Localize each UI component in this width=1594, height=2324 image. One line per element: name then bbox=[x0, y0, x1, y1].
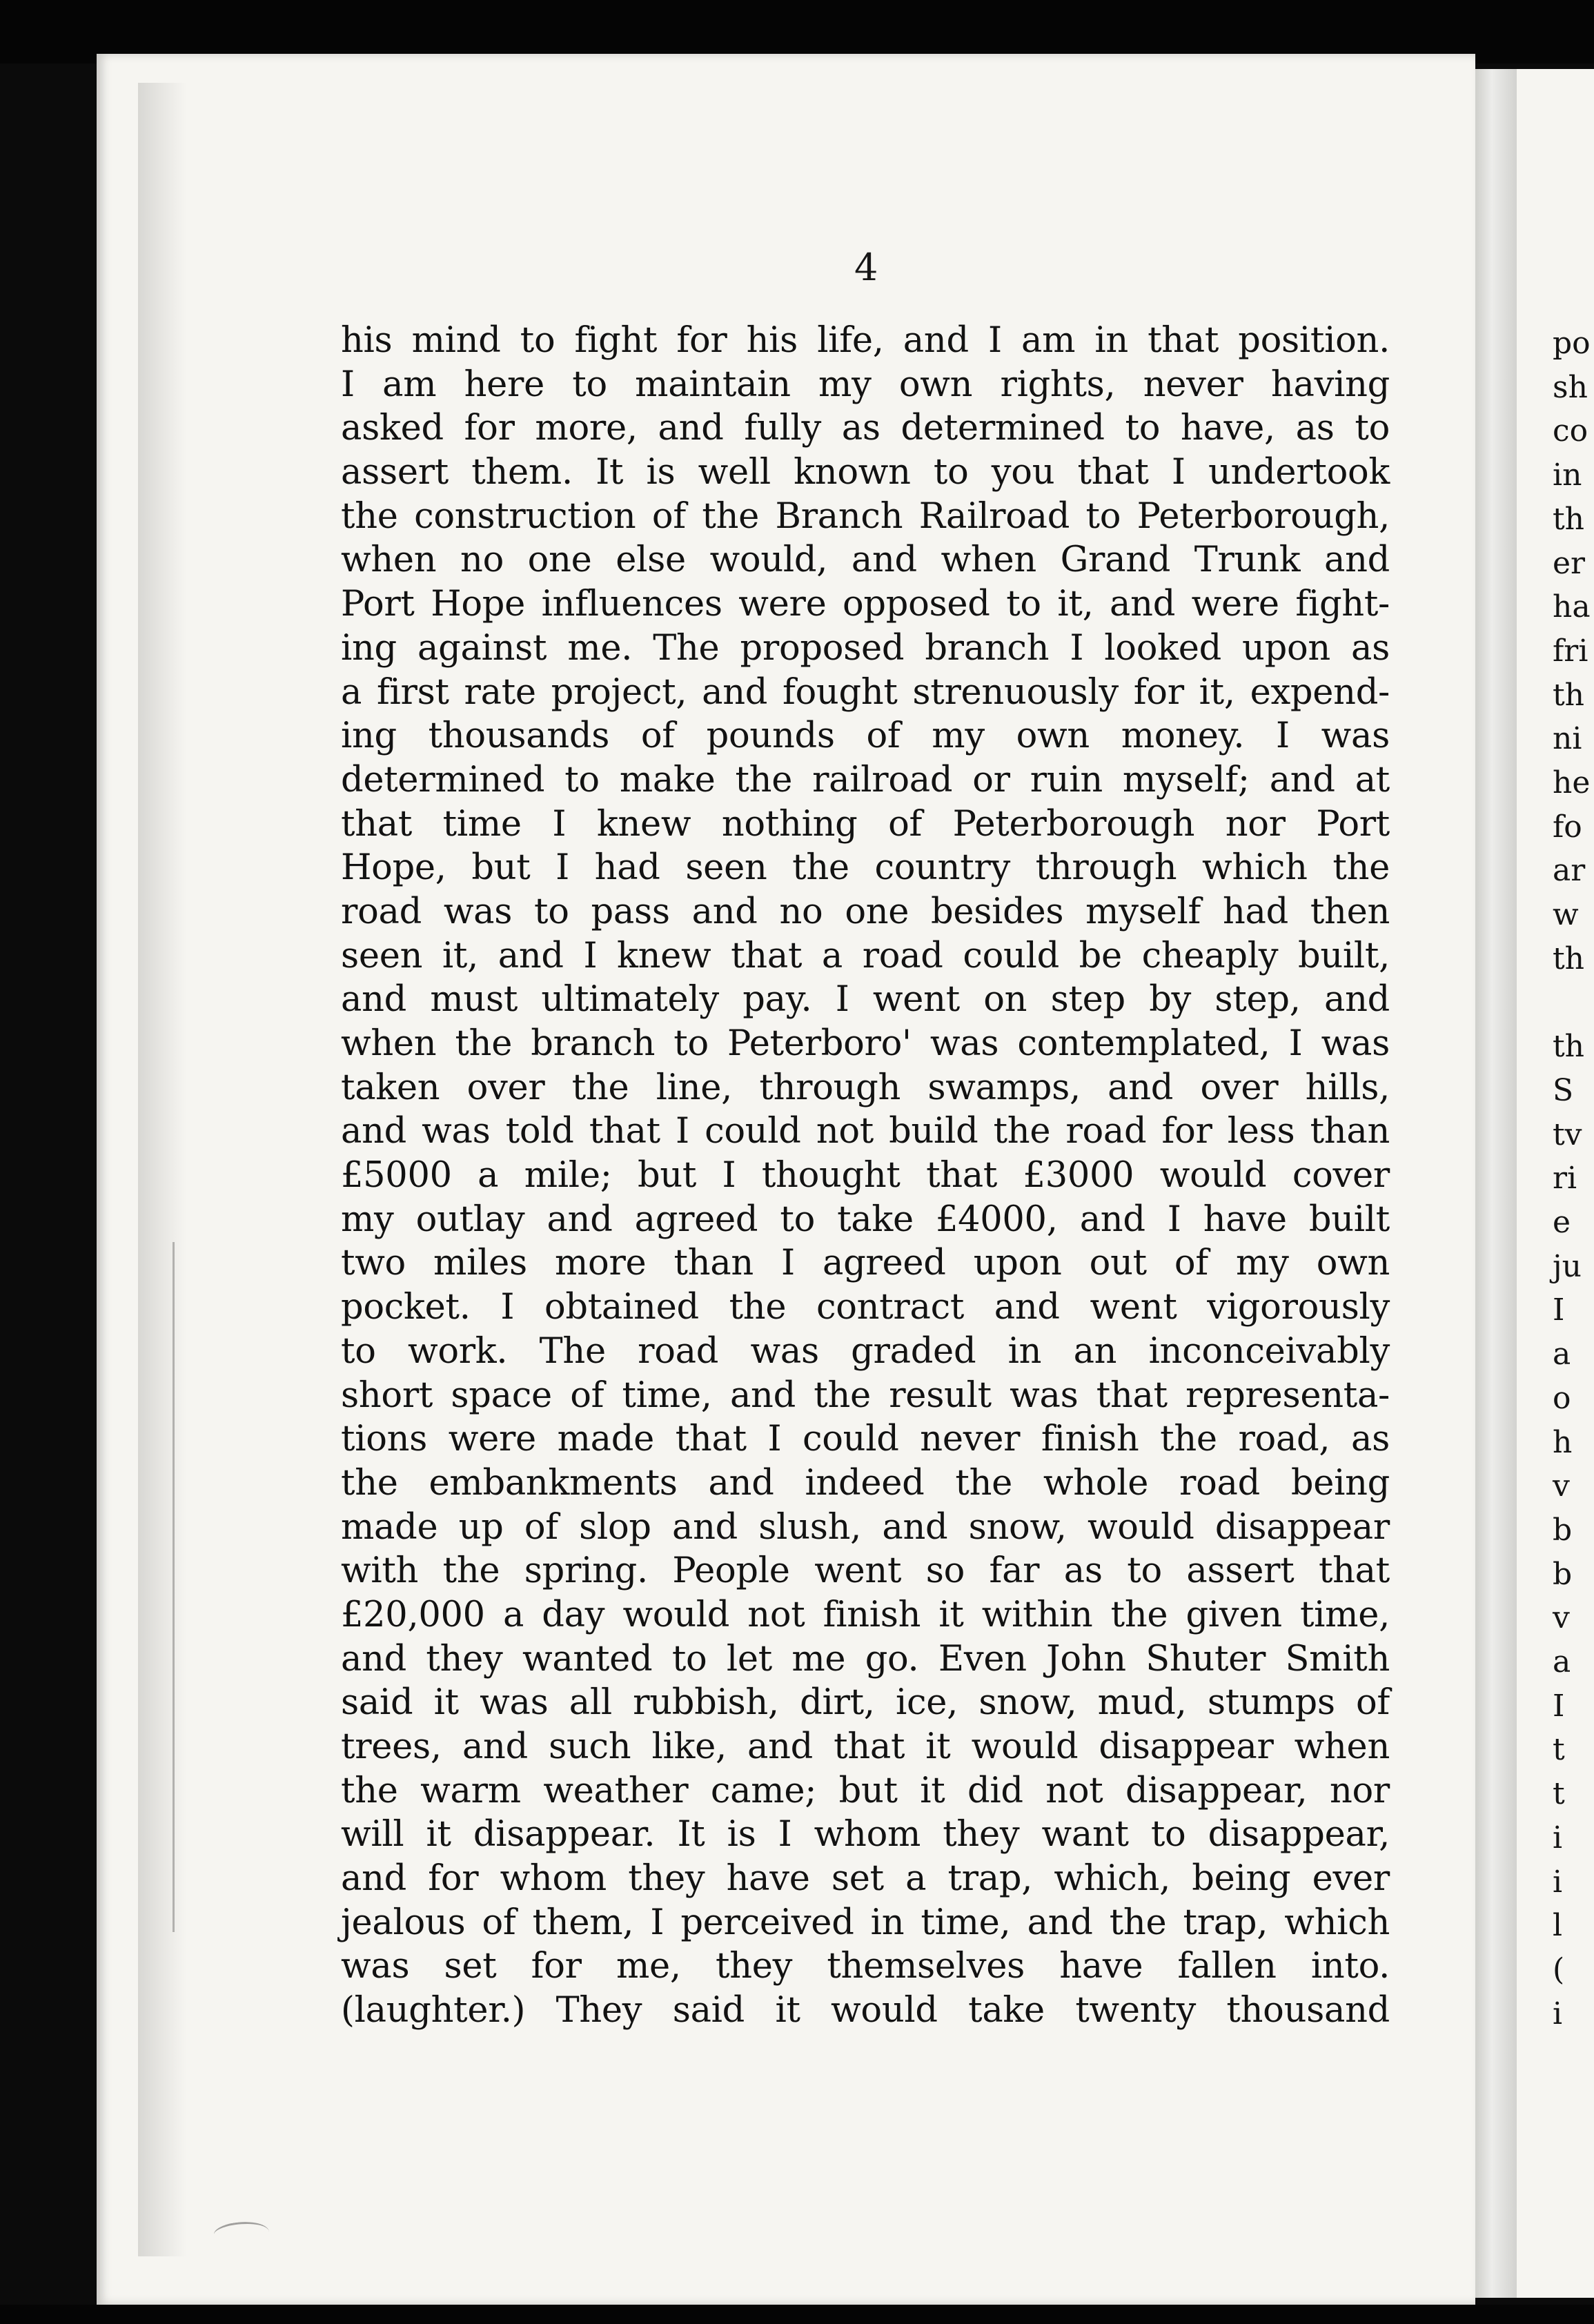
next-page-fragment: th bbox=[1553, 941, 1585, 976]
next-page-fragment: ju bbox=[1553, 1248, 1582, 1284]
text-line: tions were made that I could never finish the road, as bbox=[341, 1419, 1390, 1460]
text-line: asked for more, and fully as determined to have, as to bbox=[341, 408, 1390, 449]
next-page-fragment: th bbox=[1553, 677, 1585, 713]
next-page-fragment: h bbox=[1553, 1424, 1573, 1460]
text-line: taken over the line, through swamps, and over hills, bbox=[341, 1067, 1390, 1108]
text-line: was set for me, they themselves have fallen into. bbox=[341, 1946, 1390, 1987]
next-page-fragment: er bbox=[1553, 545, 1586, 581]
text-line: that time I knew nothing of Peterborough nor Port bbox=[341, 803, 1390, 845]
next-page-fragment: I bbox=[1553, 1688, 1565, 1724]
next-page-fragment: l bbox=[1553, 1908, 1563, 1944]
text-line: determined to make the railroad or ruin myself; and at bbox=[341, 759, 1390, 800]
text-line: and they wanted to let me go. Even John Shuter Smith bbox=[341, 1638, 1390, 1680]
text-line: pocket. I obtained the contract and went vigorously bbox=[341, 1287, 1390, 1328]
text-line: short space of time, and the result was that representa- bbox=[341, 1375, 1390, 1416]
next-page-fragment: i bbox=[1553, 1820, 1563, 1855]
text-line: to work. The road was graded in an inconceivably bbox=[341, 1330, 1390, 1372]
next-page-fragment: a bbox=[1553, 1644, 1571, 1680]
next-page-fragment: po bbox=[1553, 326, 1591, 361]
next-page-fragment: b bbox=[1553, 1556, 1573, 1592]
next-page-fragment: sh bbox=[1553, 369, 1588, 405]
text-line: and was told that I could not build the road for less than bbox=[341, 1111, 1390, 1152]
text-line: ing thousands of pounds of my own money. I was bbox=[341, 716, 1390, 757]
text-line: his mind to fight for his life, and I am in that position. bbox=[341, 320, 1390, 361]
text-line: Hope, but I had seen the country through which the bbox=[341, 847, 1390, 889]
text-line: two miles more than I agreed upon out of my own bbox=[341, 1243, 1390, 1284]
next-page-fragment: in bbox=[1553, 457, 1582, 493]
next-page-fragment: ar bbox=[1553, 853, 1586, 889]
text-line: will it disappear. It is I whom they want to disappear, bbox=[341, 1814, 1390, 1855]
text-line: £5000 a mile; but I thought that £3000 would cover bbox=[341, 1155, 1390, 1197]
text-line: when no one else would, and when Grand Trunk and bbox=[341, 540, 1390, 581]
text-line: and must ultimately pay. I went on step by step, and bbox=[341, 979, 1390, 1021]
next-page-fragment: t bbox=[1553, 1732, 1565, 1768]
next-page-fragment: fo bbox=[1553, 809, 1582, 845]
next-page-fragment: i bbox=[1553, 1996, 1563, 2031]
text-line: the warm weather came; but it did not disappear, nor bbox=[341, 1770, 1390, 1811]
text-line: Port Hope influences were opposed to it, and were fight- bbox=[341, 584, 1390, 625]
next-page-fragment: o bbox=[1553, 1380, 1571, 1416]
text-line: said it was all rubbish, dirt, ice, snow, mud, stumps of bbox=[341, 1682, 1390, 1724]
next-page-fragment: ri bbox=[1553, 1161, 1577, 1197]
text-line: (laughter.) They said it would take twenty thousand bbox=[341, 1990, 1390, 2031]
text-line: a first rate project, and fought strenuously for it, expend- bbox=[341, 671, 1390, 713]
body-text bbox=[341, 319, 1390, 2033]
text-line: and for whom they have set a trap, which, being ever bbox=[341, 1858, 1390, 1900]
text-line: I am here to maintain my own rights, never having bbox=[341, 364, 1390, 405]
next-page-fragment: e bbox=[1553, 1205, 1571, 1240]
next-page-fragment: S bbox=[1553, 1072, 1574, 1108]
text-line: my outlay and agreed to take £4000, and I have built bbox=[341, 1199, 1390, 1240]
next-page-fragment: tv bbox=[1553, 1116, 1582, 1152]
next-page-fragment: i bbox=[1553, 1864, 1563, 1900]
text-line: with the spring. People went so far as to assert that bbox=[341, 1550, 1390, 1592]
page-number: 4 bbox=[854, 246, 878, 289]
next-page-fragment: ( bbox=[1553, 1951, 1565, 1987]
next-page-fragment: fri bbox=[1553, 633, 1588, 669]
text-line: when the branch to Peterboro' was contemplated, I was bbox=[341, 1023, 1390, 1064]
text-line: seen it, and I knew that a road could be cheaply built, bbox=[341, 935, 1390, 976]
next-page-fragment: ni bbox=[1553, 721, 1582, 757]
text-line: assert them. It is well known to you that I undertook bbox=[341, 452, 1390, 493]
next-page-fragment: w bbox=[1553, 897, 1579, 933]
next-page-fragment: ha bbox=[1553, 589, 1591, 625]
next-page-fragment: v bbox=[1553, 1468, 1570, 1504]
scan-border-bottom bbox=[0, 2305, 1594, 2324]
next-page-fragment: b bbox=[1553, 1512, 1573, 1548]
next-page-fragment: t bbox=[1553, 1776, 1565, 1812]
next-page-fragment: v bbox=[1553, 1600, 1570, 1636]
next-page-fragment: th bbox=[1553, 1029, 1585, 1065]
next-page-fragment: I bbox=[1553, 1292, 1565, 1328]
next-page-fragment: co bbox=[1553, 413, 1588, 449]
text-line: £20,000 a day would not finish it within the given time, bbox=[341, 1594, 1390, 1635]
text-line: made up of slop and slush, and snow, would disappear bbox=[341, 1506, 1390, 1548]
next-page-edge bbox=[1517, 69, 1594, 2298]
next-page-fragment: th bbox=[1553, 501, 1585, 537]
text-line: the construction of the Branch Railroad to Peterborough, bbox=[341, 495, 1390, 537]
next-page-fragment: a bbox=[1553, 1337, 1571, 1372]
text-line: the embankments and indeed the whole road being bbox=[341, 1462, 1390, 1504]
text-line: ing against me. The proposed branch I looked upon as bbox=[341, 627, 1390, 669]
text-line: jealous of them, I perceived in time, and the trap, which bbox=[341, 1902, 1390, 1943]
text-line: trees, and such like, and that it would disappear when bbox=[341, 1726, 1390, 1767]
next-page-fragment: he bbox=[1553, 765, 1591, 800]
margin-mark bbox=[173, 1242, 175, 1932]
text-line: road was to pass and no one besides myself had then bbox=[341, 891, 1390, 932]
page-fold bbox=[1475, 69, 1517, 2298]
gutter-shadow bbox=[138, 83, 186, 2256]
